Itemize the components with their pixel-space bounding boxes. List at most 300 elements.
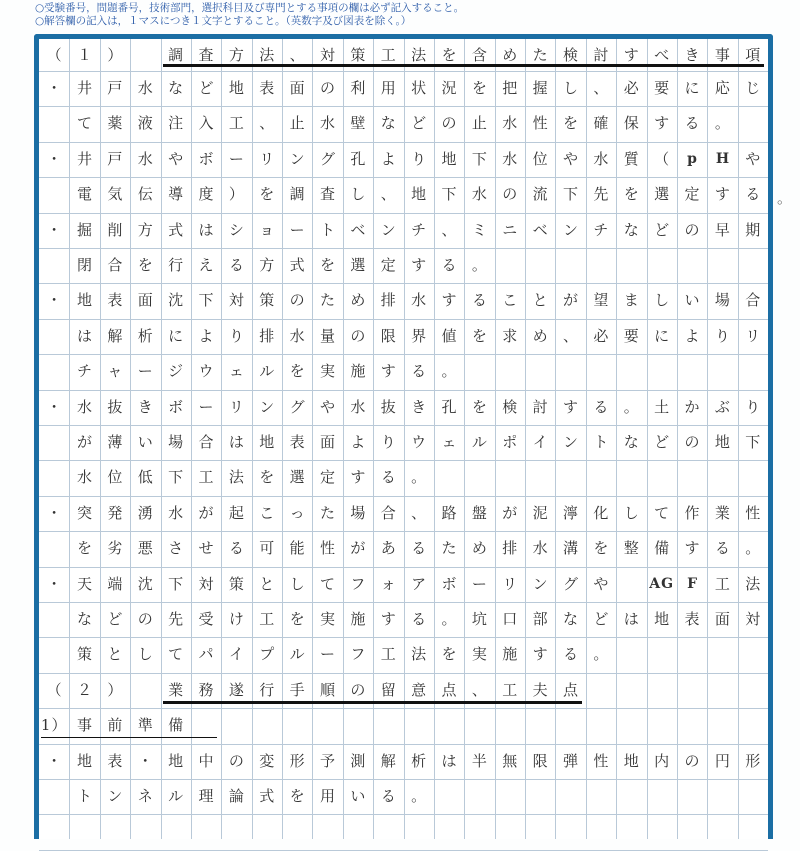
grid-char: 無 — [502, 751, 518, 770]
grid-char: め — [350, 291, 366, 310]
heading-char: （ — [46, 680, 62, 699]
grid-char: た — [320, 503, 336, 522]
grid-char: い — [350, 787, 366, 805]
grid-char: こ — [259, 503, 275, 522]
grid-char: ま — [623, 291, 639, 310]
grid-char: チ — [593, 220, 609, 239]
grid-char: 路 — [441, 503, 457, 522]
grid-char: は — [228, 433, 244, 451]
subheading-underline — [41, 737, 217, 738]
grid-char: 選 — [654, 185, 670, 204]
grid-char: 策 — [77, 645, 93, 664]
grid-char: る — [745, 185, 761, 204]
grid-char: 表 — [684, 610, 700, 628]
grid-char: を — [441, 645, 457, 664]
grid-char: ・ — [46, 397, 62, 416]
heading-char: 査 — [198, 46, 214, 64]
heading-char: め — [502, 46, 518, 64]
grid-char: 内 — [654, 751, 670, 770]
grid-char: 望 — [593, 291, 609, 310]
grid-char: 土 — [654, 397, 670, 416]
grid-char: ボ — [168, 397, 184, 416]
grid-char: 析 — [137, 326, 153, 345]
grid-char: け — [228, 610, 244, 628]
grid-char: ル — [168, 787, 184, 805]
grid-char: H — [715, 150, 730, 167]
grid-char: 定 — [684, 185, 700, 204]
grid-char: 起 — [228, 503, 244, 522]
grid-char: な — [77, 610, 93, 628]
grid-char: 水 — [137, 79, 153, 97]
grid-char: る — [441, 256, 457, 274]
grid-char: ウ — [411, 433, 427, 451]
grid-char: 場 — [714, 291, 730, 310]
grid-char: の — [684, 751, 700, 770]
grid-char: 実 — [320, 362, 336, 381]
grid-char: る — [593, 397, 609, 416]
grid-char: 水 — [502, 114, 518, 133]
heading-char: 討 — [593, 46, 609, 64]
grid-char: 工 — [380, 645, 396, 664]
grid-char: し — [137, 645, 153, 664]
grid-char: 形 — [745, 751, 761, 770]
grid-char: が — [563, 291, 579, 310]
grid-char: パ — [198, 645, 214, 664]
grid-char: グ — [320, 149, 336, 168]
grid-char: 限 — [532, 751, 548, 770]
grid-char: ・ — [46, 574, 62, 593]
grid-char: ぶ — [714, 397, 730, 416]
grid-char: 対 — [228, 291, 244, 310]
grid-char: を — [471, 326, 487, 345]
grid-char: 、 — [380, 185, 396, 204]
grid-char: る — [563, 645, 579, 664]
grid-char: 、 — [411, 503, 427, 522]
subheading-char: 準 — [137, 716, 153, 735]
grid-char: る — [380, 468, 396, 487]
grid-char: 対 — [745, 610, 761, 628]
grid-char: ジ — [168, 362, 184, 381]
heading-char: ２ — [77, 680, 93, 699]
grid-char: 抜 — [380, 397, 396, 416]
grid-char: せ — [198, 539, 214, 558]
grid-char: ト — [593, 433, 609, 451]
grid-char: 析 — [411, 751, 427, 770]
grid-char: 査 — [320, 185, 336, 204]
grid-char: 可 — [259, 539, 275, 558]
grid-char: か — [684, 397, 700, 416]
grid-char: リ — [259, 149, 275, 168]
grid-char: 業 — [714, 503, 730, 522]
grid-char: 表 — [107, 751, 123, 770]
grid-char: 流 — [532, 185, 548, 204]
heading-char: １ — [77, 46, 93, 64]
heading-char: 方 — [228, 46, 244, 64]
grid-char: 。 — [441, 610, 457, 628]
grid-char: 水 — [411, 291, 427, 310]
grid-row-line — [39, 814, 768, 815]
grid-char: 位 — [532, 149, 548, 168]
grid-char: し — [623, 503, 639, 522]
grid-char: ン — [380, 220, 396, 239]
heading-char: 意 — [411, 680, 427, 699]
instruction-line-1: ○受験番号，問題番号，技術部門，選択科目及び専門とする事項の欄は必ず記入すること。 — [35, 2, 465, 14]
grid-char: は — [441, 751, 457, 770]
grid-char: 地 — [77, 291, 93, 310]
grid-char: 施 — [350, 362, 366, 381]
grid-char: 理 — [198, 787, 214, 805]
grid-char: ど — [593, 610, 609, 628]
grid-char: 量 — [320, 326, 336, 345]
grid-char: に — [168, 326, 184, 345]
grid-char: が — [350, 539, 366, 558]
grid-char: 、 — [259, 114, 275, 133]
grid-char: 界 — [411, 326, 427, 345]
grid-char: は — [77, 326, 93, 345]
grid-char: 解 — [107, 326, 123, 345]
heading-underline — [163, 701, 582, 704]
grid-char: が — [502, 503, 518, 522]
grid-char: 壁 — [350, 114, 366, 133]
grid-char: 面 — [320, 433, 336, 451]
grid-char: 方 — [137, 220, 153, 239]
grid-char: 盤 — [471, 503, 487, 522]
grid-char: 天 — [77, 574, 93, 593]
grid-char: イ — [532, 433, 548, 451]
grid-char: す — [350, 468, 366, 487]
grid-char: が — [77, 433, 93, 451]
grid-char: や — [593, 574, 609, 593]
grid-char: ニ — [502, 220, 518, 239]
grid-char: が — [198, 503, 214, 522]
grid-char: す — [654, 114, 670, 133]
grid-char: リ — [745, 326, 761, 345]
grid-char: ル — [259, 362, 275, 381]
grid-char: 場 — [350, 503, 366, 522]
grid-char: 井 — [77, 149, 93, 168]
grid-char: ー — [137, 362, 153, 381]
grid-char: を — [320, 256, 336, 274]
grid-char: 選 — [289, 468, 305, 487]
grid-char: ミ — [471, 220, 487, 239]
grid-char: ー — [471, 574, 487, 593]
grid-char: 劣 — [107, 539, 123, 558]
grid-char: 溝 — [563, 539, 579, 558]
grid-char: 下 — [745, 433, 761, 451]
grid-char: 状 — [411, 79, 427, 97]
grid-char: し — [563, 79, 579, 97]
grid-char: ど — [654, 433, 670, 451]
heading-char: 事 — [714, 46, 730, 64]
grid-char: す — [411, 256, 427, 274]
heading-char: 手 — [289, 680, 305, 699]
grid-char: 端 — [107, 574, 123, 593]
grid-char: き — [411, 397, 427, 416]
grid-char: を — [289, 787, 305, 805]
grid-char: プ — [259, 645, 275, 664]
grid-char: 整 — [623, 539, 639, 558]
grid-char: 、 — [563, 326, 579, 345]
grid-char: 削 — [107, 220, 123, 239]
grid-char: グ — [563, 574, 579, 593]
grid-char: 作 — [684, 503, 700, 522]
grid-char: ど — [654, 220, 670, 239]
grid-char: り — [714, 326, 730, 345]
grid-char: 。 — [471, 256, 487, 274]
grid-char: 調 — [289, 185, 305, 204]
grid-char: 水 — [350, 397, 366, 416]
grid-char: 気 — [107, 185, 123, 204]
grid-char: っ — [289, 503, 305, 522]
grid-char: て — [168, 645, 184, 664]
grid-char: や — [745, 149, 761, 168]
grid-char: 性 — [593, 751, 609, 770]
grid-char: 止 — [471, 114, 487, 133]
grid-char: 伝 — [137, 185, 153, 204]
grid-char: 閉 — [77, 256, 93, 274]
grid-char: 掘 — [77, 220, 93, 239]
grid-char: 地 — [441, 149, 457, 168]
grid-char: 地 — [411, 185, 427, 204]
grid-char: ボ — [198, 149, 214, 168]
grid-char: す — [380, 362, 396, 381]
grid-char: 止 — [289, 114, 305, 133]
grid-char: 泥 — [532, 503, 548, 522]
grid-char: の — [502, 185, 518, 204]
grid-char: チ — [411, 220, 427, 239]
grid-char: り — [411, 149, 427, 168]
heading-char: 、 — [471, 680, 487, 699]
grid-char: 性 — [320, 539, 336, 558]
heading-char: 遂 — [228, 680, 244, 699]
answer-sheet-frame — [34, 34, 793, 839]
grid-char: 握 — [532, 79, 548, 97]
grid-char: 水 — [168, 503, 184, 522]
grid-char: 早 — [714, 220, 730, 239]
grid-char: ベ — [350, 220, 366, 239]
grid-char: 孔 — [441, 397, 457, 416]
grid-char: ン — [289, 149, 305, 168]
grid-char: 薬 — [107, 114, 123, 133]
grid-char: 用 — [320, 787, 336, 805]
grid-char: を — [259, 185, 275, 204]
grid-char: ー — [289, 220, 305, 239]
grid-char: 期 — [745, 220, 761, 239]
grid-char: 面 — [137, 291, 153, 310]
grid-char: を — [471, 79, 487, 97]
grid-char: ョ — [259, 220, 275, 239]
grid-char: よ — [350, 433, 366, 451]
grid-char: 法 — [745, 574, 761, 593]
grid-char: 半 — [471, 751, 487, 770]
grid-char: ル — [289, 645, 305, 664]
grid-char: 求 — [502, 326, 518, 345]
grid-char: を — [471, 397, 487, 416]
subheading-char: 1） — [40, 716, 68, 735]
heading-char: 順 — [320, 680, 336, 699]
grid-char: 地 — [714, 433, 730, 451]
grid-char: よ — [198, 326, 214, 345]
grid-char: 表 — [107, 291, 123, 310]
grid-char: 沈 — [168, 291, 184, 310]
grid-char: 排 — [380, 291, 396, 310]
grid-char: 備 — [654, 539, 670, 558]
grid-char: 導 — [168, 185, 184, 204]
grid-char: ト — [77, 787, 93, 805]
grid-char: 井 — [77, 79, 93, 97]
grid-char: の — [684, 220, 700, 239]
grid-char: 策 — [228, 574, 244, 593]
grid-char: 合 — [380, 503, 396, 522]
heading-char: 点 — [563, 680, 579, 699]
heading-char: 調 — [168, 46, 184, 64]
heading-char: 対 — [320, 46, 336, 64]
heading-underline — [163, 64, 765, 67]
grid-char: 孔 — [350, 149, 366, 168]
grid-char: 行 — [168, 256, 184, 274]
grid-char: の — [441, 114, 457, 133]
grid-char: 選 — [350, 256, 366, 274]
grid-char: フ — [350, 574, 366, 593]
grid-char: ウ — [198, 362, 214, 381]
grid-char: り — [228, 326, 244, 345]
grid-char: の — [289, 291, 305, 310]
grid-char: に — [684, 79, 700, 97]
grid-char: て — [320, 574, 336, 593]
grid-char: 湧 — [137, 503, 153, 522]
grid-char: 坑 — [471, 610, 487, 628]
grid-char: 、 — [593, 79, 609, 97]
grid-char: 工 — [259, 610, 275, 628]
grid-char: し — [289, 574, 305, 593]
grid-char: る — [471, 291, 487, 310]
grid-char: 予 — [320, 751, 336, 770]
grid-char: 受 — [198, 610, 214, 628]
grid-char: 水 — [471, 185, 487, 204]
grid-char: ト — [320, 220, 336, 239]
grid-char: 確 — [593, 114, 609, 133]
grid-char: ア — [411, 574, 427, 593]
heading-char: 策 — [350, 46, 366, 64]
grid-char: p — [687, 150, 697, 167]
grid-char: を — [289, 610, 305, 628]
grid-char: 式 — [259, 787, 275, 805]
grid-char: る — [228, 256, 244, 274]
grid-char: 限 — [380, 326, 396, 345]
heading-char: き — [684, 46, 700, 64]
grid-char: 合 — [107, 256, 123, 274]
grid-char: た — [320, 291, 336, 310]
grid-char: す — [380, 610, 396, 628]
grid-char: 式 — [168, 220, 184, 239]
grid-char: 位 — [107, 468, 123, 487]
grid-char: リ — [228, 397, 244, 416]
grid-char: 。 — [623, 397, 639, 416]
grid-char: ・ — [137, 751, 153, 770]
grid-char: 応 — [714, 79, 730, 97]
grid-char: て — [654, 503, 670, 522]
grid-char: 実 — [471, 645, 487, 664]
grid-char: ・ — [46, 149, 62, 168]
grid-char: ・ — [46, 751, 62, 770]
grid-char: 法 — [411, 645, 427, 664]
grid-char: と — [532, 291, 548, 310]
grid-char: 先 — [168, 610, 184, 628]
grid-char: を — [593, 539, 609, 558]
grid-char: 利 — [350, 79, 366, 97]
heading-char: 務 — [198, 680, 214, 699]
grid-char: の — [684, 433, 700, 451]
grid-char: は — [198, 220, 214, 239]
grid-char: 施 — [502, 645, 518, 664]
grid-char: ネ — [137, 787, 153, 805]
grid-char: ど — [411, 114, 427, 133]
heading-char: （ — [46, 46, 62, 64]
grid-char: 工 — [714, 574, 730, 593]
grid-char: 。 — [441, 362, 457, 381]
grid-char: 用 — [380, 79, 396, 97]
grid-char: 対 — [198, 574, 214, 593]
grid-char: や — [320, 397, 336, 416]
grid-char: に — [654, 326, 670, 345]
grid-char: 液 — [137, 114, 153, 133]
grid-char: 水 — [137, 149, 153, 168]
grid-char: り — [380, 433, 396, 451]
grid-char: 能 — [289, 539, 305, 558]
grid-char: ン — [563, 220, 579, 239]
grid-char: 地 — [168, 751, 184, 770]
grid-char: す — [532, 645, 548, 664]
grid-char: グ — [289, 397, 305, 416]
grid-char: た — [441, 539, 457, 558]
grid-char: す — [684, 539, 700, 558]
grid-char: ・ — [46, 291, 62, 310]
grid-char: チ — [77, 362, 93, 381]
grid-char: 部 — [532, 610, 548, 628]
grid-char: ・ — [46, 503, 62, 522]
grid-char: 地 — [228, 79, 244, 97]
heading-char: 行 — [259, 680, 275, 699]
grid-char: 下 — [168, 574, 184, 593]
grid-char: る — [228, 539, 244, 558]
heading-char: 項 — [745, 46, 761, 64]
grid-char: る — [380, 787, 396, 805]
grid-char: す — [441, 291, 457, 310]
grid-char: 場 — [168, 433, 184, 451]
heading-char: べ — [654, 46, 670, 64]
grid-char: 質 — [623, 149, 639, 168]
grid-char: 濘 — [563, 503, 579, 522]
manuscript-grid — [39, 39, 793, 839]
grid-char: ォ — [380, 574, 396, 593]
grid-char: 把 — [502, 79, 518, 97]
grid-char: ン — [107, 787, 123, 805]
overflow-punctuation: 。 — [777, 189, 793, 208]
grid-char: や — [563, 149, 579, 168]
heading-char: 点 — [441, 680, 457, 699]
grid-char: め — [471, 539, 487, 558]
grid-char: 解 — [380, 751, 396, 770]
grid-char: 下 — [441, 185, 457, 204]
grid-char: 性 — [532, 114, 548, 133]
grid-char: 水 — [502, 149, 518, 168]
grid-char: の — [228, 751, 244, 770]
grid-char: 測 — [350, 751, 366, 770]
grid-char: 表 — [259, 79, 275, 97]
grid-char: ー — [228, 149, 244, 168]
grid-char: 水 — [532, 539, 548, 558]
grid-char: し — [654, 291, 670, 310]
